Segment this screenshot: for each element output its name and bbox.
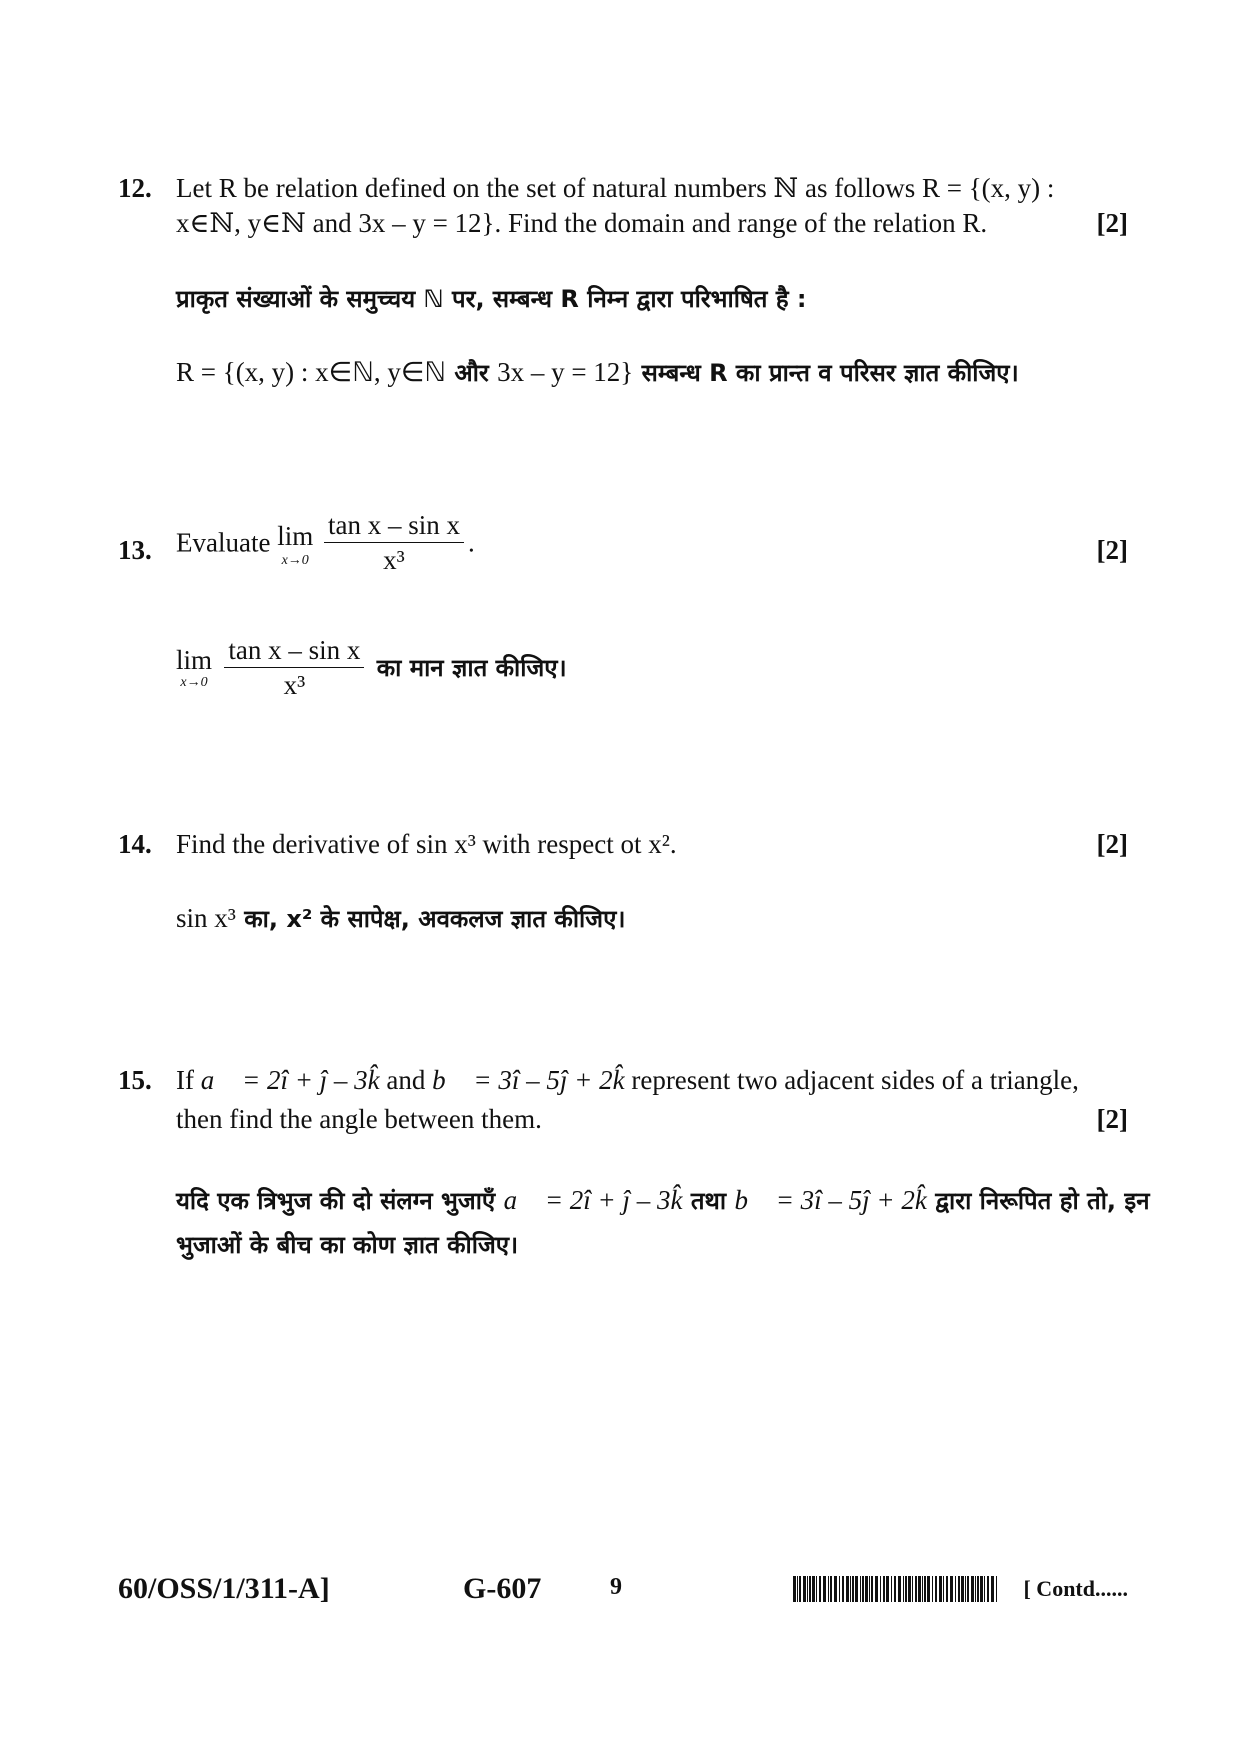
hindi-word: तथा xyxy=(690,1187,727,1215)
barcode-bar xyxy=(971,1576,974,1602)
barcode-bar xyxy=(975,1576,976,1602)
hindi-question-13 xyxy=(176,635,567,700)
barcode-bar xyxy=(799,1576,801,1602)
barcode-bar xyxy=(924,1576,926,1602)
vector-a: a⃗ = 2î + ĵ – 3k̂ xyxy=(200,1065,380,1095)
barcode-bar xyxy=(852,1576,854,1602)
hindi-word: का मान ज्ञात कीजिए। xyxy=(376,654,567,682)
hindi-question-12-line2 xyxy=(176,356,1019,389)
relation-math: 3x – y = 12} xyxy=(497,357,634,387)
question-text-line: then find the angle between them. xyxy=(176,1104,542,1134)
fraction xyxy=(324,510,464,575)
hindi-question-15-line1 xyxy=(176,1184,1150,1217)
question-13-expression: Evaluate lim x→0 $\frac{\text{tan x – sin x}}{\text{x³}}$ . xyxy=(176,510,475,575)
question-number: 12. xyxy=(118,173,152,203)
barcode-bar xyxy=(793,1576,796,1602)
barcode-bar xyxy=(880,1576,881,1602)
barcode-bar xyxy=(987,1576,989,1602)
barcode-bar xyxy=(932,1576,933,1602)
barcode-bar xyxy=(816,1576,817,1602)
barcode-bar xyxy=(828,1576,829,1602)
question-13 xyxy=(118,510,1128,590)
contd-label: [ Contd...... xyxy=(1023,1576,1128,1601)
lim-subscript: x→0 xyxy=(281,552,309,568)
barcode-bar xyxy=(958,1576,960,1602)
question-text: If xyxy=(176,1065,194,1095)
barcode-bar xyxy=(850,1576,851,1602)
barcode-bar xyxy=(819,1576,821,1602)
page-number: 9 xyxy=(610,1574,622,1600)
barcode-bar xyxy=(846,1576,849,1602)
vector-a: a⃗ = 2î + ĵ – 3k̂ xyxy=(503,1185,683,1215)
barcode-bar xyxy=(967,1576,969,1602)
hindi-word: यदि एक त्रिभुज की दो संलग्न भुजाएँ xyxy=(176,1187,496,1215)
question-text-line: Let R be relation defined on the set of natural numbers ℕ as follows R = {(x, y) : xyxy=(176,173,1055,203)
barcode-bar xyxy=(797,1576,798,1602)
barcode-bar xyxy=(834,1576,837,1602)
fraction xyxy=(224,635,364,700)
relation-math: R = {(x, y) : x∈ℕ, y∈ℕ xyxy=(176,357,446,387)
barcode-bar xyxy=(869,1576,870,1602)
marks: [2] xyxy=(1096,1104,1128,1134)
barcode-bar xyxy=(977,1576,979,1602)
barcode-bar xyxy=(980,1576,983,1602)
barcode-bar xyxy=(965,1576,966,1602)
barcode-bar xyxy=(875,1576,878,1602)
barcode-bar xyxy=(839,1576,840,1602)
fraction-denominator: x³ xyxy=(383,545,405,575)
barcode-bar xyxy=(898,1576,901,1602)
question-text: Evaluate xyxy=(176,527,271,558)
barcode-bar xyxy=(812,1576,815,1602)
hindi-text-line: प्राकृत संख्याओं के समुच्चय ℕ पर, सम्बन्ध R निम्न द्वारा परिभाषित है : xyxy=(176,285,807,313)
page-footer xyxy=(118,1572,1128,1612)
fraction-numerator: tan x – sin x xyxy=(324,510,464,543)
marks: [2] xyxy=(1096,208,1128,238)
marks: [2] xyxy=(1096,535,1128,565)
barcode-bar xyxy=(830,1576,832,1602)
fraction-numerator: tan x – sin x xyxy=(224,635,364,668)
paper-code: 60/OSS/1/311-A] xyxy=(118,1572,330,1605)
question-text-line: x∈ℕ, y∈ℕ and 3x – y = 12}. Find the domain and range of the relation R. xyxy=(176,208,988,238)
series-code: G-607 xyxy=(463,1572,542,1605)
barcode-bar xyxy=(912,1576,913,1602)
question-12 xyxy=(118,170,1128,242)
question-number: 14. xyxy=(118,829,152,859)
barcode-bar xyxy=(886,1576,889,1602)
vector-b: b⃗ = 3î – 5ĵ + 2k̂ xyxy=(734,1185,927,1215)
function-math: sin x³ xyxy=(176,903,236,933)
barcode-bar xyxy=(984,1576,985,1602)
marks: [2] xyxy=(1096,829,1128,859)
barcode-bar xyxy=(823,1576,826,1602)
limit-operator xyxy=(277,518,313,568)
barcode-bar xyxy=(946,1576,948,1602)
hindi-word: सम्बन्ध R का प्रान्त व परिसर ज्ञात कीजिए। xyxy=(641,359,1019,387)
hindi-word: और xyxy=(454,359,489,387)
barcode-bar xyxy=(915,1576,917,1602)
question-15 xyxy=(118,1062,1128,1138)
barcode-bar xyxy=(883,1576,885,1602)
barcode-bar xyxy=(922,1576,923,1602)
barcode-bar xyxy=(996,1576,997,1602)
barcode-bar xyxy=(842,1576,844,1602)
barcode-bar xyxy=(903,1576,904,1602)
question-text: and xyxy=(386,1065,426,1095)
lim-label: lim xyxy=(277,520,314,551)
hindi-word: द्वारा निरूपित हो तो, इन xyxy=(935,1187,1150,1215)
barcode-bar xyxy=(807,1576,808,1602)
barcode-bar xyxy=(955,1576,956,1602)
barcode-bar xyxy=(871,1576,873,1602)
barcode-bar xyxy=(894,1576,896,1602)
barcode-bar xyxy=(961,1576,964,1602)
barcode-bar xyxy=(860,1576,861,1602)
hindi-question-14 xyxy=(176,902,625,935)
question-text: Find the derivative of sin x³ with respect ot x². xyxy=(176,829,677,859)
vector-b: b⃗ = 3î – 5ĵ + 2k̂ xyxy=(432,1065,625,1095)
barcode-bar xyxy=(803,1576,806,1602)
barcode-bar xyxy=(865,1576,868,1602)
lim-label: lim xyxy=(176,645,213,675)
fraction-denominator: x³ xyxy=(283,670,306,700)
lim-subscript: x→0 xyxy=(180,675,208,690)
barcode-bar xyxy=(891,1576,892,1602)
barcode-bar xyxy=(950,1576,953,1602)
question-text: represent two adjacent sides of a triangle, xyxy=(631,1065,1079,1095)
barcode-bar xyxy=(918,1576,921,1602)
limit-operator xyxy=(176,645,212,690)
question-number: 13. xyxy=(118,535,152,565)
hindi-text-line: भुजाओं के बीच का कोण ज्ञात कीजिए। xyxy=(176,1231,519,1259)
barcode-bar xyxy=(927,1576,930,1602)
barcode-bar xyxy=(991,1576,994,1602)
barcode-bar xyxy=(862,1576,864,1602)
question-15-line1 xyxy=(176,1062,1128,1098)
barcode-bar xyxy=(908,1576,911,1602)
barcode-bar xyxy=(855,1576,858,1602)
question-14 xyxy=(118,826,1128,866)
barcode-bar xyxy=(905,1576,907,1602)
barcode-bar xyxy=(939,1576,942,1602)
barcode-bar xyxy=(943,1576,944,1602)
barcode-bar xyxy=(935,1576,937,1602)
question-number: 15. xyxy=(118,1065,152,1095)
hindi-word: का, x² के सापेक्ष, अवकलज ज्ञात कीजिए। xyxy=(244,905,626,933)
barcode-bar xyxy=(809,1576,811,1602)
